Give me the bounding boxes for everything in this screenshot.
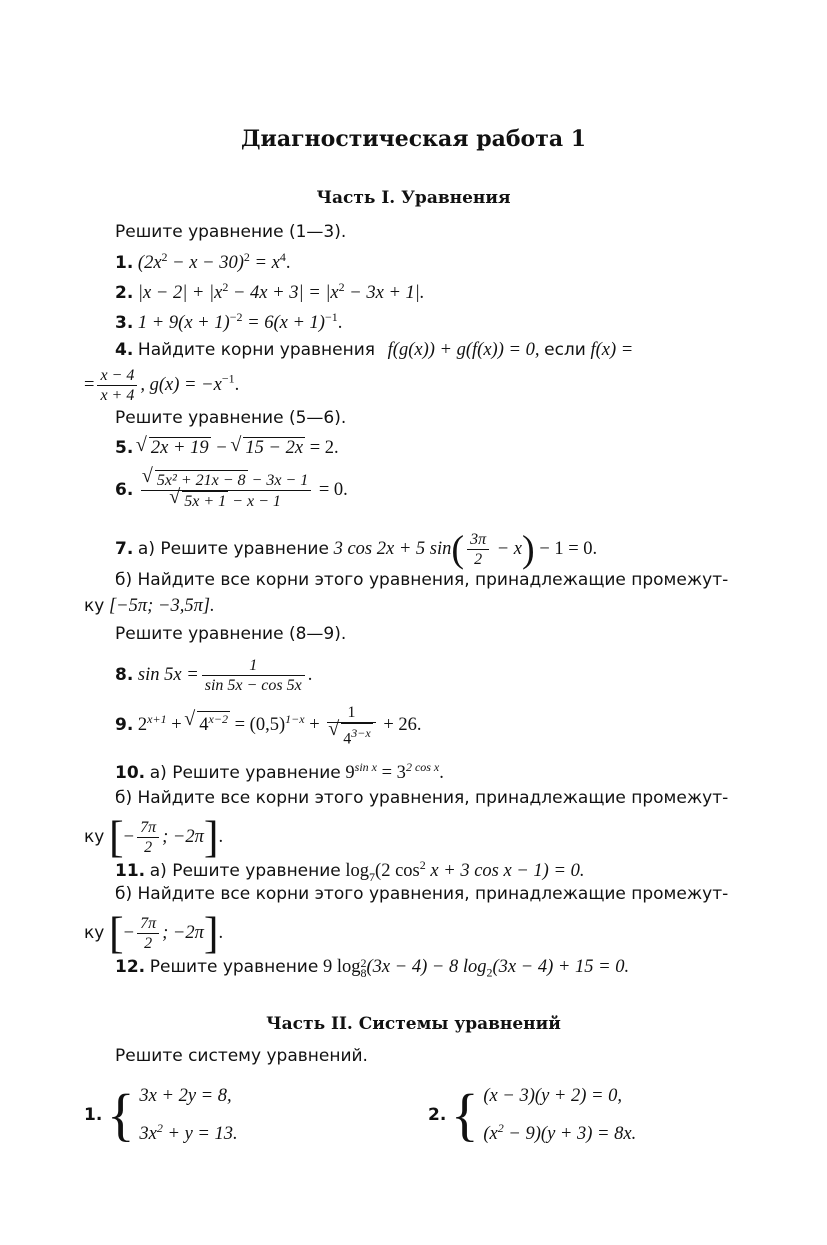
- bracket: ]: [203, 812, 219, 862]
- math: 1 + 9(x + 1): [137, 313, 230, 334]
- paren: (: [451, 528, 465, 571]
- radicand: [197, 711, 230, 736]
- numerator: x − 4: [97, 366, 137, 386]
- math: 3 cos 2x + 5 sin: [333, 538, 452, 559]
- math: x−2: [208, 711, 228, 726]
- math: = 2.: [305, 438, 339, 458]
- math: − x − 1: [228, 493, 281, 510]
- problem-number: 8.: [115, 664, 134, 685]
- math: (2x: [137, 253, 162, 274]
- problem-text: а) Решите уравнение: [149, 763, 341, 784]
- brace: {: [106, 1082, 135, 1148]
- math: = (0,5): [229, 714, 286, 735]
- problem-10b-line1: б) Найдите все корни этого уравнения, принадлежащие промежут-: [115, 788, 729, 808]
- part2-intro: Решите систему уравнений.: [115, 1046, 368, 1066]
- math: 7: [369, 869, 376, 884]
- math: = x: [249, 253, 280, 274]
- math: 2: [137, 714, 148, 735]
- brace: {: [450, 1082, 479, 1148]
- equation: [139, 1112, 237, 1150]
- equation: 3x + 2y = 8,: [139, 1086, 232, 1106]
- problem-2: [115, 280, 425, 304]
- problem-number: 3.: [115, 313, 134, 334]
- problem-number: 9.: [115, 714, 134, 735]
- system-equations: [483, 1080, 636, 1150]
- math: sin x: [354, 760, 377, 774]
- problem-text: если: [544, 340, 586, 360]
- bracket: ]: [203, 908, 219, 958]
- problem-7a: [115, 530, 597, 569]
- fraction: [327, 703, 375, 748]
- math: −2: [229, 310, 243, 324]
- problem-number: 4.: [115, 340, 134, 360]
- math: 2 cos x: [405, 760, 440, 774]
- problem-11b-line1: б) Найдите все корни этого уравнения, принадлежащие промежут-: [115, 884, 729, 904]
- numerator: 7π: [137, 818, 159, 838]
- bracket: [: [108, 812, 124, 862]
- math: 2: [222, 280, 229, 294]
- bracket: [: [108, 908, 124, 958]
- fraction: [97, 366, 137, 405]
- math: 2: [156, 1121, 163, 1135]
- denominator: 2: [144, 935, 153, 952]
- problem-4-line2: [84, 366, 239, 405]
- math: − 1 = 0.: [534, 538, 598, 559]
- problem-number: 11.: [115, 861, 146, 882]
- math: log: [345, 861, 370, 882]
- interval: [−5π; −3,5π].: [108, 596, 215, 616]
- math: =: [84, 374, 95, 395]
- problem-number: 5.: [115, 438, 134, 458]
- math: − 4x + 3| = |x: [228, 283, 339, 304]
- problem-number: 1.: [115, 253, 134, 274]
- math: (3x − 4) + 15 = 0.: [492, 957, 630, 977]
- fraction: [137, 914, 159, 953]
- math: .: [218, 826, 224, 847]
- problem-text: ку: [84, 826, 105, 847]
- math: − 3x + 1|.: [344, 283, 425, 304]
- math: 2: [497, 1121, 504, 1135]
- fraction: [141, 470, 311, 511]
- math: − 9)(y + 3) = 8x.: [503, 1124, 637, 1145]
- problem-12: [115, 957, 629, 981]
- problem-number: 6.: [115, 479, 134, 500]
- math: (3x − 4) − 8 log: [366, 957, 487, 977]
- paren: ): [522, 528, 535, 571]
- math: f(x) =: [590, 340, 634, 360]
- problem-4-line1: [115, 340, 755, 361]
- problem-text: а) Решите уравнение: [137, 538, 329, 559]
- math: , g(x) = −x: [140, 374, 222, 395]
- problem-text: ку: [84, 922, 105, 943]
- problem-11a: [115, 858, 584, 885]
- problem-text: а) Решите уравнение: [149, 861, 341, 882]
- fraction: [137, 818, 159, 857]
- math: .: [234, 374, 240, 395]
- radical: [138, 437, 211, 459]
- denominator: 2: [144, 839, 153, 856]
- math: −1: [324, 310, 338, 324]
- denominator: x + 4: [100, 387, 135, 404]
- math: 2: [161, 250, 168, 264]
- math: 2: [419, 858, 426, 872]
- problem-text: ку: [84, 596, 105, 616]
- system-equations: [139, 1080, 237, 1150]
- radical: [144, 470, 248, 490]
- numerator: 1: [202, 656, 305, 676]
- radicand: 2x + 19: [150, 438, 209, 458]
- denominator: [141, 491, 311, 511]
- math: ; −2π: [162, 826, 204, 847]
- problem-7b-line1: б) Найдите все корни этого уравнения, принадлежащие промежут-: [115, 570, 729, 590]
- system-1: [84, 1080, 238, 1150]
- radicand: 5x² + 21x − 8: [156, 472, 246, 489]
- denominator: 2: [474, 551, 483, 568]
- math: (x: [483, 1124, 498, 1145]
- math: 2: [338, 280, 345, 294]
- math: .: [439, 763, 444, 784]
- math: |x − 2| + |x: [137, 283, 223, 304]
- math: 8: [360, 965, 367, 980]
- problem-11b-line2: [84, 908, 224, 958]
- math: 2: [360, 955, 367, 970]
- problem-number: 7.: [115, 538, 134, 559]
- math: −: [210, 438, 233, 458]
- denominator: [327, 723, 375, 748]
- problem-number: 12.: [115, 957, 146, 977]
- radicand: [341, 723, 372, 748]
- math: .: [337, 313, 343, 334]
- math: x + 3 cos x − 1) = 0.: [425, 861, 585, 882]
- problem-3: [115, 310, 342, 334]
- math: 4: [343, 730, 352, 748]
- math: + y = 13.: [162, 1124, 238, 1145]
- math: 9: [345, 763, 355, 784]
- math: x+1: [147, 711, 167, 726]
- problem-8: [115, 656, 312, 695]
- problem-6: [115, 470, 348, 511]
- math: 3x: [139, 1124, 157, 1145]
- problem-1: [115, 250, 290, 274]
- math: sin 5x =: [137, 664, 199, 685]
- radicand: 15 − 2x: [245, 438, 304, 458]
- math: + 26.: [378, 714, 422, 735]
- denominator: sin 5x − cos 5x: [204, 677, 302, 694]
- system-2: [428, 1080, 636, 1150]
- math: = 6(x + 1): [242, 313, 325, 334]
- problem-number: 1.: [84, 1105, 103, 1126]
- problem-5: [115, 437, 339, 459]
- math: 4: [199, 714, 209, 735]
- math: 2: [243, 250, 250, 264]
- math: ; −2π: [162, 922, 204, 943]
- fraction: [202, 656, 305, 695]
- math: −: [123, 826, 135, 847]
- numerator: 3π: [467, 530, 489, 550]
- part2-heading: Часть II. Системы уравнений: [266, 1014, 561, 1034]
- math: .: [285, 253, 291, 274]
- math: −: [123, 922, 135, 943]
- radical: [232, 437, 305, 459]
- math: 9 log: [322, 957, 361, 977]
- problem-text: Найдите корни уравнения: [137, 340, 376, 360]
- problem-7b-line2: [84, 596, 215, 617]
- math: −1: [221, 371, 235, 386]
- fraction: [467, 530, 489, 569]
- math: = 0.: [314, 479, 348, 500]
- math: − 3x − 1: [247, 472, 309, 489]
- radical: [171, 491, 228, 511]
- numerator: [141, 470, 311, 491]
- math: (2 cos: [375, 861, 420, 882]
- math: 1−x: [285, 711, 305, 726]
- intro-1-3: Решите уравнение (1—3).: [115, 222, 347, 242]
- problem-9: [115, 703, 422, 748]
- problem-number: 2.: [428, 1105, 447, 1126]
- math: +: [304, 714, 325, 735]
- math: 2: [486, 965, 493, 980]
- part1-heading: Часть I. Уравнения: [316, 188, 511, 208]
- problem-10a: [115, 760, 444, 784]
- radicand: 5x + 1: [184, 493, 227, 510]
- problem-10b-line2: [84, 812, 224, 862]
- problem-number: 10.: [115, 763, 146, 784]
- math: .: [218, 922, 224, 943]
- math: = 3: [377, 763, 406, 784]
- radical: [186, 711, 230, 736]
- math: − x: [492, 538, 523, 559]
- math: 4: [279, 250, 286, 264]
- math: +: [166, 714, 187, 735]
- intro-5-6: Решите уравнение (5—6).: [115, 408, 347, 428]
- math: f(g(x)) + g(f(x)) = 0,: [387, 340, 540, 360]
- math: − x − 30): [167, 253, 244, 274]
- intro-8-9: Решите уравнение (8—9).: [115, 624, 347, 644]
- numerator: 1: [327, 703, 375, 723]
- math: 3−x: [351, 726, 371, 740]
- equation: (x − 3)(y + 2) = 0,: [483, 1086, 623, 1106]
- page-title: Диагностическая работа 1: [240, 126, 587, 152]
- math: .: [307, 664, 313, 685]
- equation: [483, 1112, 636, 1150]
- radical: [330, 723, 372, 748]
- numerator: 7π: [137, 914, 159, 934]
- problem-text: Решите уравнение: [149, 957, 319, 977]
- problem-number: 2.: [115, 283, 134, 304]
